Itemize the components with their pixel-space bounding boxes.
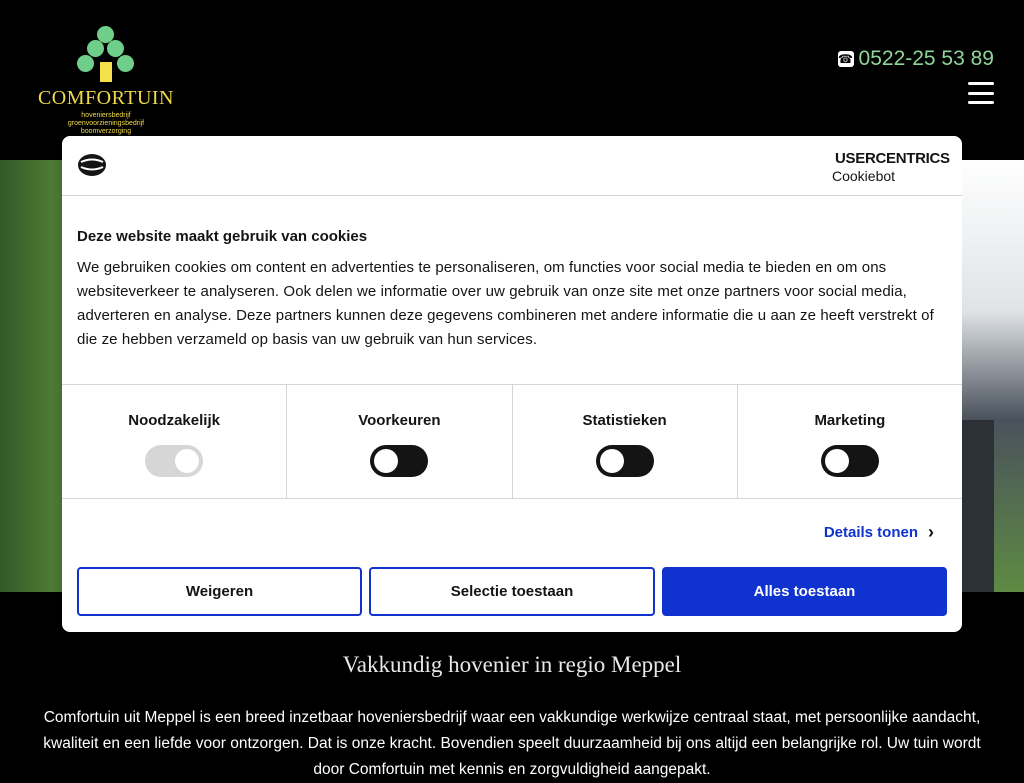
toggle-noodzakelijk[interactable] [145, 445, 203, 477]
toggle-voorkeuren[interactable] [370, 445, 428, 477]
usercentrics-label: USERCENTRICS [835, 149, 950, 167]
category-label: Marketing [814, 412, 886, 429]
logo-tagline-3: boomverzorging [80, 128, 132, 135]
logo-tagline-1: hoveniersbedrijf [81, 112, 131, 119]
category-statistieken [513, 385, 738, 498]
cookiebot-label: Cookiebot [832, 168, 896, 184]
logo-brand: COMFORTUIN [37, 87, 175, 109]
deny-button[interactable]: Weigeren [77, 567, 362, 616]
category-label: Noodzakelijk [128, 412, 220, 429]
comfortuin-logo[interactable] [36, 24, 176, 136]
cookie-consent-dialog [62, 136, 962, 632]
allow-selection-button[interactable]: Selectie toestaan [369, 567, 655, 616]
hero-shadow-panel [962, 420, 994, 592]
phone-number: 0522-25 53 89 [858, 47, 994, 70]
logo-tagline-2: groenvoorzieningsbedrijf [67, 120, 145, 127]
details-label: Details tonen [823, 524, 918, 541]
phone-icon: ☎ [838, 52, 853, 66]
category-marketing [738, 385, 962, 498]
toggle-marketing[interactable] [821, 445, 879, 477]
details-link[interactable] [824, 522, 934, 543]
category-label: Voorkeuren [358, 412, 441, 429]
category-label: Statistieken [582, 412, 667, 429]
dialog-description: We gebruiken cookies om content en advertenties te personaliseren, om functies voor social media te bieden en om ons websiteverkeer te analyseren. Ook delen we informatie over uw gebruik van onze site met onze partners voor social media, adverteren en analyse. Deze partners kunnen deze gegevens combineren met andere informatie die u aan ze heeft verstrekt of die ze hebben verzameld op basis van uw gebruik van hun services. [77, 259, 934, 348]
intro-title: Vakkundig hovenier in regio Meppel [342, 652, 682, 677]
category-noodzakelijk [62, 385, 287, 498]
toggle-statistieken[interactable] [596, 445, 654, 477]
category-voorkeuren [287, 385, 512, 498]
cookie-icon [77, 153, 107, 177]
consent-categories [62, 384, 962, 499]
allow-all-button[interactable]: Alles toestaan [662, 567, 947, 616]
usercentrics-brand[interactable] [832, 149, 950, 184]
dialog-header [62, 136, 962, 196]
chevron-right-icon: › [928, 522, 934, 542]
phone-link[interactable] [838, 46, 994, 72]
tree-logo-icon [76, 24, 136, 82]
dialog-heading: Deze website maakt gebruik van cookies [77, 228, 368, 245]
intro-text: Comfortuin uit Meppel is een breed inzetbaar hoveniersbedrijf waar een vakkundige werkwijze centraal staat, met persoonlijke aandacht, kwaliteit en een liefde voor ontzorgen. Dat is onze kracht. Bovendien speelt duurzaamheid bij ons altijd een belangrijke rol. Uw tuin wordt door Comfortuin met kennis en zorgvuldigheid aangepakt. [43, 709, 981, 778]
hamburger-menu-icon[interactable] [968, 82, 994, 104]
dialog-body [77, 228, 947, 352]
